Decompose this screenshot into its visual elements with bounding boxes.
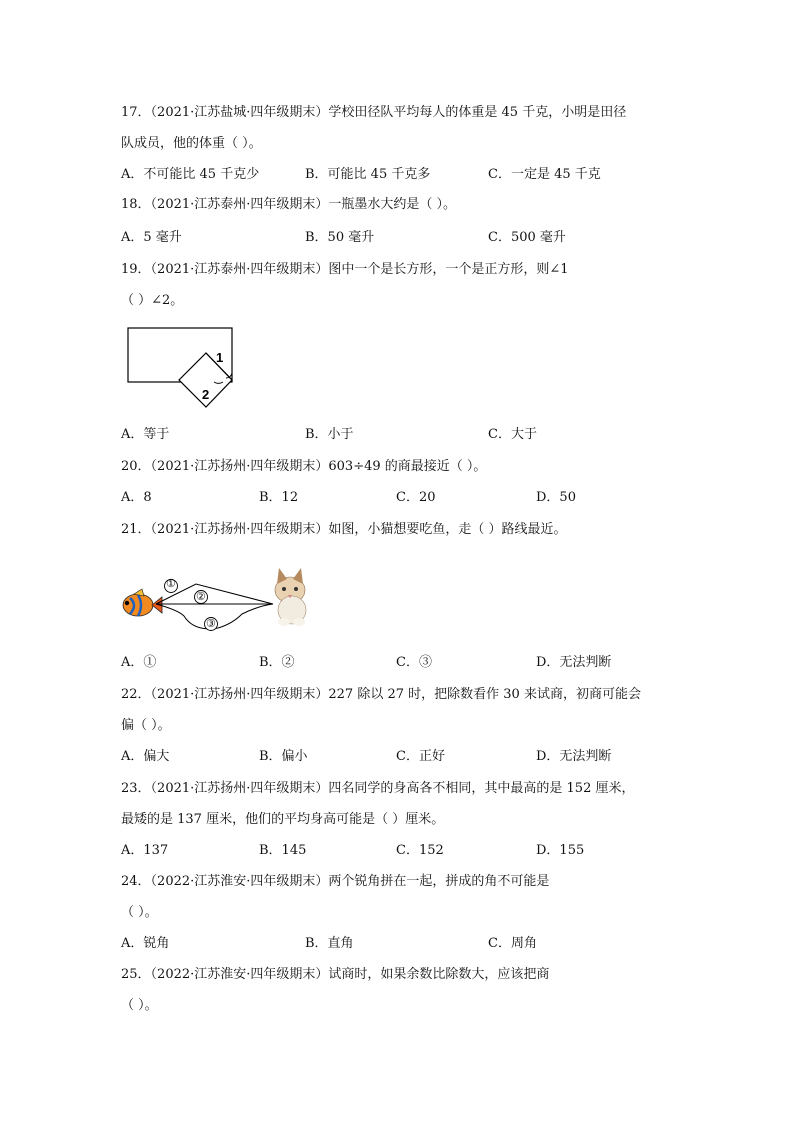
q21-option-c: C．③ (396, 655, 432, 670)
route-3-label: ③ (206, 617, 216, 630)
q21-option-d: D．无法判断 (536, 655, 612, 670)
q25-stem-line1: 25．（2022·江苏淮安·四年级期末）试商时，如果余数比除数大，应该把商 (121, 967, 550, 982)
q17-stem-line2: 队成员，他的体重（ ）。 (121, 136, 262, 151)
q20-option-d: D．50 (536, 490, 576, 505)
fish-icon (123, 589, 162, 616)
q23-option-d: D．155 (536, 843, 585, 858)
q17-option-a: A．不可能比 45 千克少 (121, 167, 260, 182)
q23-option-b: B．145 (259, 843, 307, 858)
q20-option-b: B．12 (259, 490, 299, 505)
q23-option-c: C．152 (396, 843, 444, 858)
cat-fish-route-figure (116, 560, 316, 640)
q22-stem-line2: 偏（ ）。 (121, 718, 171, 733)
q18-option-c: C．500 毫升 (488, 230, 566, 245)
q19-option-b: B．小于 (305, 427, 354, 442)
q24-stem-line1: 24．（2022·江苏淮安·四年级期末）两个锐角拼在一起，拼成的角不可能是 (121, 874, 550, 889)
q20-option-c: C．20 (396, 490, 436, 505)
q17-stem-line1: 17．（2021·江苏盐城·四年级期末）学校田径队平均每人的体重是 45 千克，小明是田径 (121, 105, 627, 120)
q24-stem-line2: （ ）。 (121, 905, 158, 920)
q23-stem-line1: 23．（2021·江苏扬州·四年级期末）四名同学的身高各不相同，其中最高的是 152 厘米， (121, 781, 635, 796)
q21-option-a: A．① (121, 655, 157, 670)
q22-option-d: D．无法判断 (536, 749, 612, 764)
q22-option-b: B．偏小 (259, 749, 308, 764)
q18-option-a: A．5 毫升 (121, 230, 182, 245)
q23-option-a: A．137 (121, 843, 169, 858)
cat-icon (275, 568, 306, 626)
q17-option-c: C．一定是 45 千克 (488, 167, 601, 182)
rectangle-square-figure (122, 324, 242, 414)
q19-option-c: C．大于 (488, 427, 537, 442)
q19-stem-line1: 19．（2021·江苏泰州·四年级期末）图中一个是长方形，一个是正方形，则∠1 (121, 262, 569, 277)
q22-option-c: C．正好 (396, 749, 445, 764)
q24-option-b: B．直角 (305, 936, 354, 951)
q25-stem-line2: （ ）。 (121, 998, 158, 1013)
q22-stem-line1: 22．（2021·江苏扬州·四年级期末）227 除以 27 时，把除数看作 30 来试商，初商可能会 (121, 687, 641, 702)
q22-option-a: A．偏大 (121, 749, 170, 764)
q23-stem-line2: 最矮的是 137 厘米，他们的平均身高可能是（ ）厘米。 (121, 812, 445, 827)
route-1-label: ① (166, 577, 176, 590)
q24-option-a: A．锐角 (121, 936, 170, 951)
q18-option-b: B．50 毫升 (305, 230, 375, 245)
q18-stem: 18．（2021·江苏泰州·四年级期末）一瓶墨水大约是（ ）。 (121, 197, 457, 212)
q19-stem-line2: （ ）∠2。 (121, 293, 184, 308)
q20-stem: 20．（2021·江苏扬州·四年级期末）603÷49 的商最接近（ ）。 (121, 459, 487, 474)
angle-1-label: 1 (216, 350, 224, 365)
route-2-label: ② (196, 590, 206, 603)
q24-option-c: C．周角 (488, 936, 537, 951)
angle-2-label: 2 (202, 387, 210, 402)
q21-stem: 21．（2021·江苏扬州·四年级期末）如图，小猫想要吃鱼，走（ ）路线最近。 (121, 522, 567, 537)
q20-option-a: A．8 (121, 490, 152, 505)
q17-option-b: B．可能比 45 千克多 (305, 167, 431, 182)
q21-option-b: B．② (259, 655, 295, 670)
q19-option-a: A．等于 (121, 427, 170, 442)
